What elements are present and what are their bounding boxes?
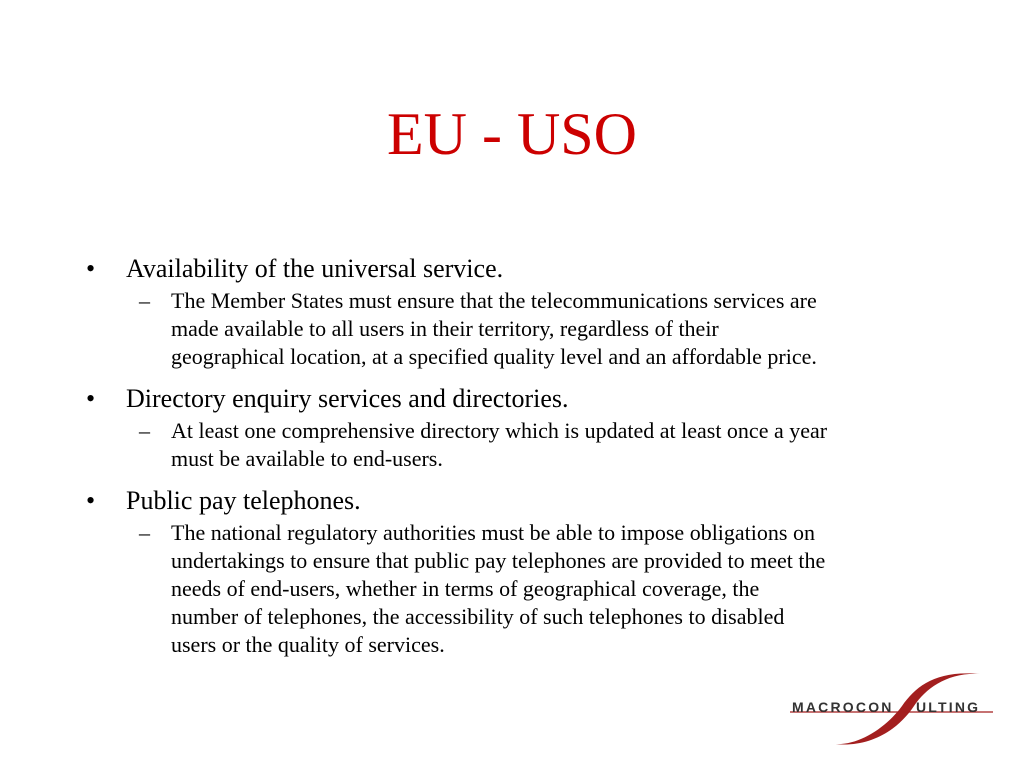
sub-item-line: made available to all users in their territory, regardless of their [171, 316, 719, 341]
sub-item-line: must be available to end-users. [171, 446, 443, 471]
sub-list [86, 519, 956, 659]
bullet-text: Directory enquiry services and directories. [126, 384, 569, 413]
bullet-marker: • [86, 254, 96, 283]
sub-item-line: The national regulatory authorities must be able to impose obligations on [171, 520, 815, 545]
sub-item [86, 519, 871, 659]
bullet-text: Availability of the universal service. [126, 254, 504, 283]
sub-item-dash: – [139, 418, 150, 443]
bullet-list [86, 251, 956, 669]
sub-list-wrapper [86, 287, 956, 371]
sub-list [86, 287, 956, 371]
bullet-text: Public pay telephones. [126, 486, 361, 515]
sub-list-wrapper [86, 417, 956, 473]
macroconsulting-logo [788, 668, 994, 748]
sub-item-dash: – [139, 288, 150, 313]
sub-item-line: needs of end-users, whether in terms of geographical coverage, the [171, 576, 760, 601]
sub-item-line: undertakings to ensure that public pay telephones are provided to meet the [171, 548, 826, 573]
logo-text-right: ULTING [916, 699, 981, 715]
sub-item-dash: – [139, 520, 150, 545]
slide-title: EU - USO [387, 101, 637, 167]
bullet-item [86, 381, 956, 417]
bullet-marker: • [86, 486, 96, 515]
logo-text-left: MACROCON [792, 699, 894, 715]
bullet-marker: • [86, 384, 96, 413]
sub-list [86, 417, 956, 473]
sub-item [86, 417, 871, 473]
sub-item [86, 287, 871, 371]
sub-item-line: The Member States must ensure that the telecommunications services are [171, 288, 817, 313]
sub-item-line: number of telephones, the accessibility of such telephones to disabled [171, 604, 785, 629]
bullet-item [86, 251, 956, 287]
sub-list-wrapper [86, 519, 956, 659]
sub-item-line: users or the quality of services. [171, 632, 445, 657]
bullet-item [86, 483, 956, 519]
sub-item-line: At least one comprehensive directory which is updated at least once a year [171, 418, 828, 443]
sub-item-line: geographical location, at a specified quality level and an affordable price. [171, 344, 817, 369]
